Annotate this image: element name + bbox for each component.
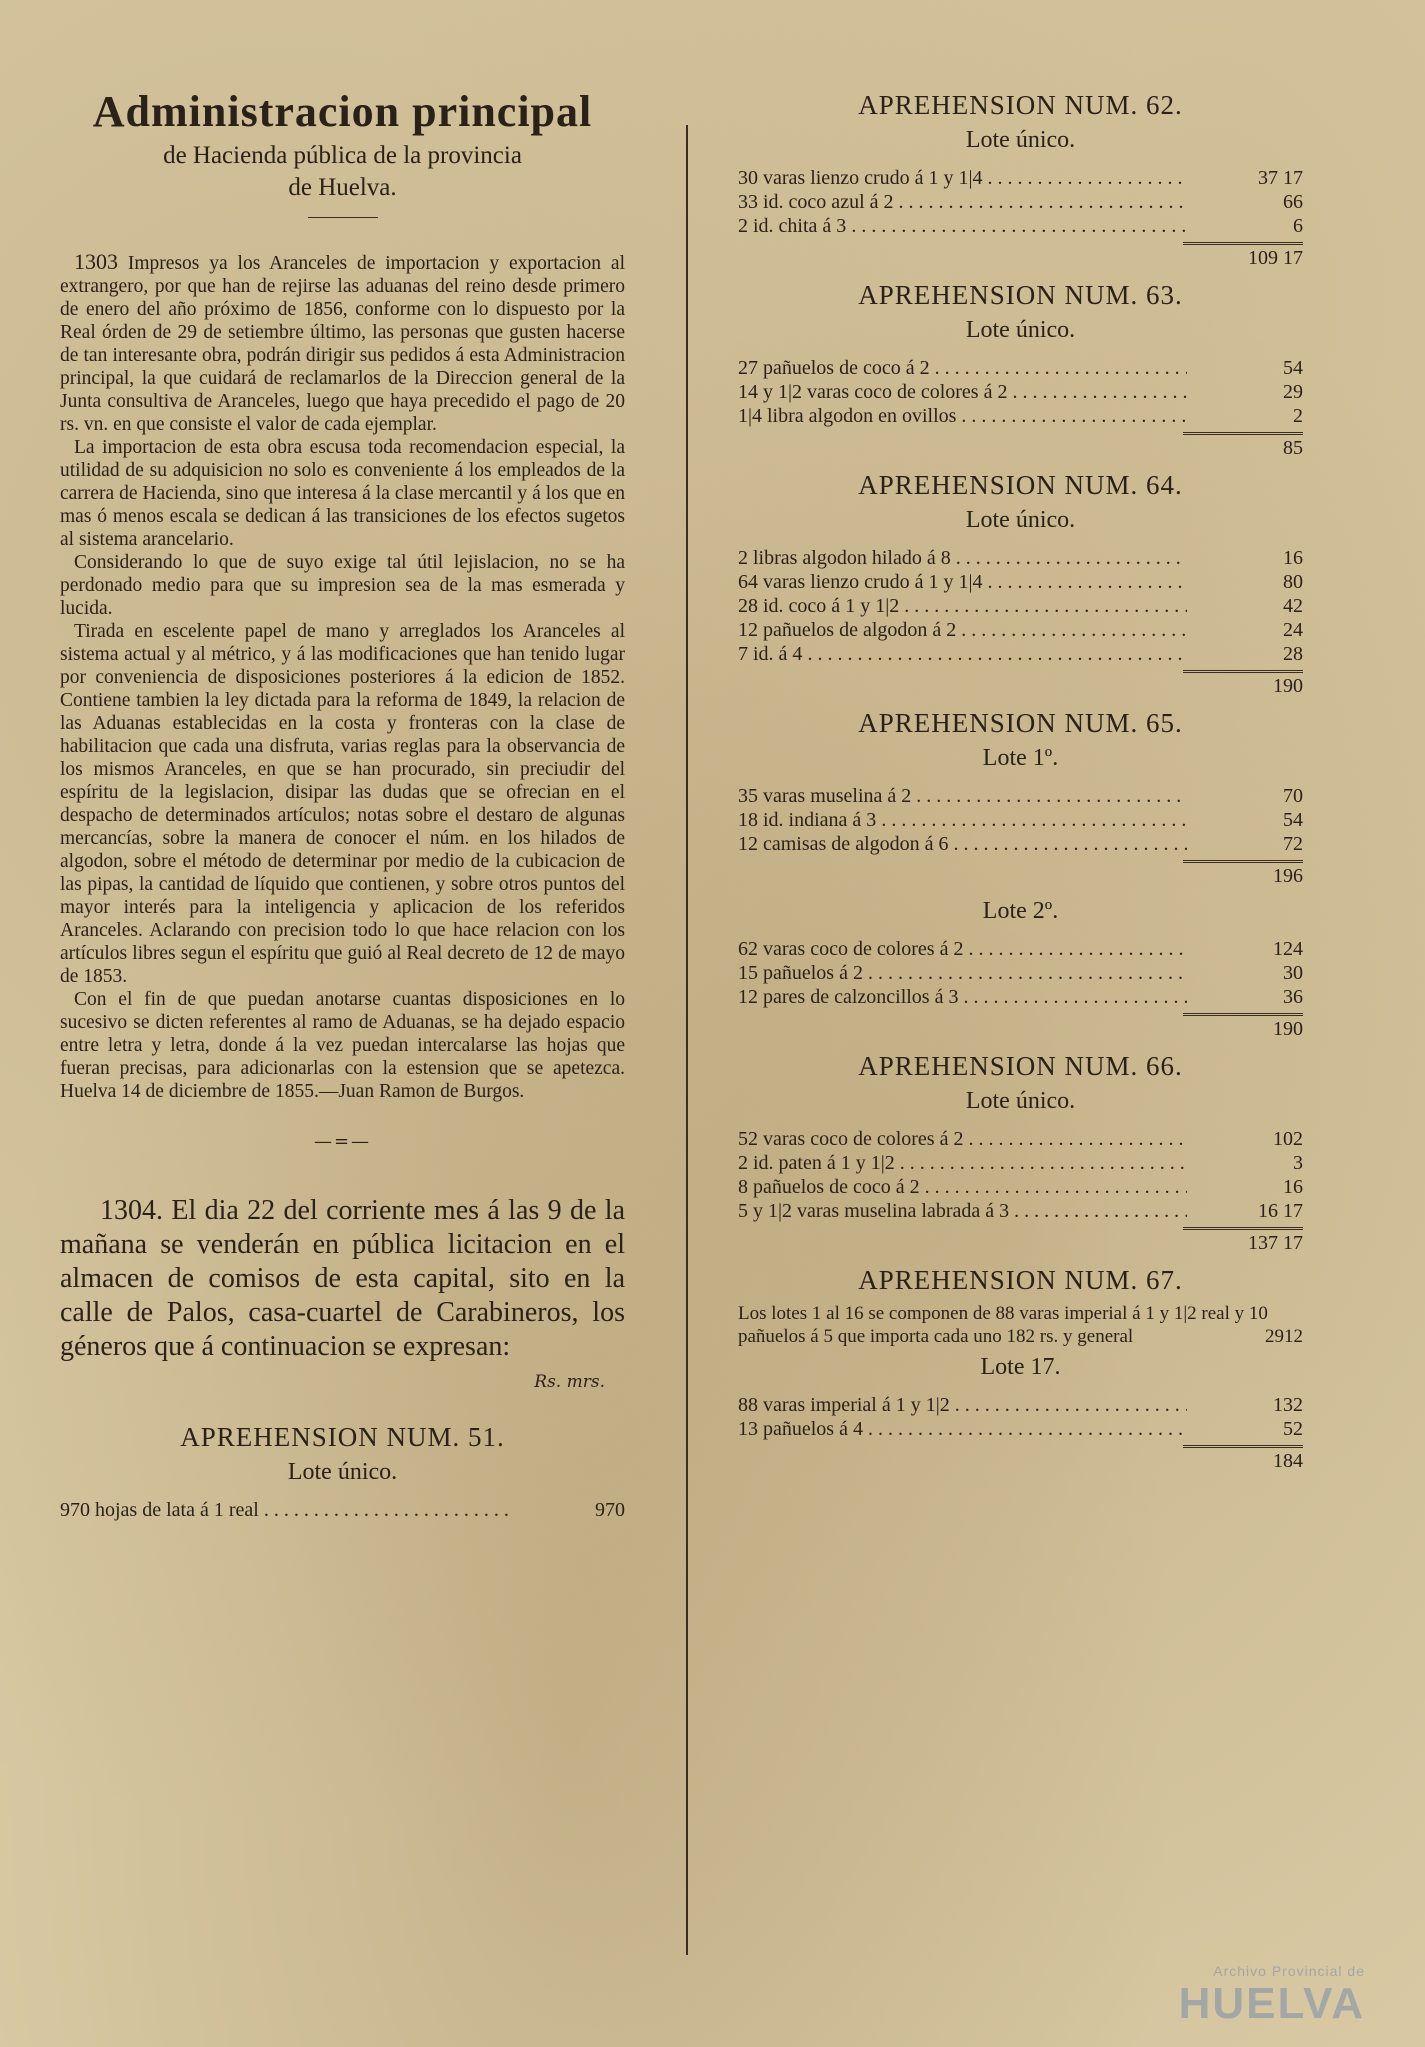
notice-paragraph: 1303 Impresos ya los Aranceles de importacion y exportacion al extrangero, por que han de rejirse las aduanas del reino desde primero de enero del año próximo de 1856, conforme con lo dispuesto por la Real órden de 29 de setiembre último, las personas que gusten hacerse de tan interesante obra, podrán dirigir sus pedidos á esta Administracion principal, la que cuidará de reclamarlos de la Direccion general de la Junta consultiva de Aranceles, luego que haya precedido el pago de 20 rs. vn. en que consiste el valor de cada ejemplar. <box>60 248 625 435</box>
aprehension-block <box>738 1265 1303 1473</box>
lot-heading: Lote único. <box>965 317 1076 343</box>
archive-watermark <box>1179 1963 1365 2029</box>
list-item <box>738 380 1303 404</box>
lot-total: 196 <box>1183 860 1303 888</box>
item-description: 12 camisas de algodon á 6 . . . <box>738 832 1187 856</box>
notice-paragraph: La importacion de esta obra escusa toda recomendacion especial, la utilidad de su adquisicion no solo es conveniente á los empleados de la carrera de Hacienda, sino que interesa á la clase mercantil y á los que en mas ó menos escala se dedican á las transiciones de los efectos sugetos al sistema arancelario. <box>60 436 625 550</box>
list-item <box>738 642 1303 666</box>
aprehension-title: APREHENSION NUM. 63. <box>858 280 1183 310</box>
item-value: 42 <box>1283 595 1303 617</box>
item-description: 2 id. chita á 3 . . . <box>738 214 1187 238</box>
item-value: 16 <box>1283 547 1303 569</box>
lot-total: 190 <box>1183 670 1303 698</box>
subtitle-line-1: de Hacienda pública de la provincia <box>163 142 522 170</box>
item-description: 12 pares de calzoncillos á 3 . . . <box>738 985 1187 1009</box>
lot-total: 137 17 <box>1183 1227 1303 1255</box>
archive-name: HUELVA <box>1178 1979 1365 2028</box>
list-item <box>738 1127 1303 1151</box>
list-item <box>738 832 1303 856</box>
aprehension-title: APREHENSION NUM. 67. <box>858 1265 1183 1295</box>
item-description: 5 y 1|2 varas muselina labrada á 3 . . . <box>738 1199 1187 1223</box>
list-item <box>738 190 1303 214</box>
list-item <box>738 784 1303 808</box>
lot-heading: Lote 2º. <box>982 898 1059 924</box>
list-item <box>738 985 1303 1009</box>
item-value: 66 <box>1283 191 1303 213</box>
page-subtitle <box>60 140 625 203</box>
total-row <box>738 1445 1303 1473</box>
item-list <box>738 356 1303 428</box>
notice-paragraph: 1304. El dia 22 del corriente mes á las 9 de la mañana se venderán en pública licitacion en el almacen de comisos de esta capital, sito en la calle de Palos, casa-cuartel de Carabineros, los géneros que á continuacion se expresan: <box>60 1194 625 1362</box>
aprehensiones-left <box>60 1422 625 1522</box>
notice-number: 1304. <box>100 1194 163 1226</box>
list-item <box>738 808 1303 832</box>
total-row <box>738 670 1303 698</box>
item-value: 72 <box>1283 833 1303 855</box>
item-value: 29 <box>1283 381 1303 403</box>
item-value: 70 <box>1283 785 1303 807</box>
item-value: 16 17 <box>1258 1200 1303 1222</box>
list-item <box>738 570 1303 594</box>
archive-label: Archivo Provincial de <box>1213 1963 1365 1979</box>
subtitle-line-2: de Huelva. <box>288 173 397 201</box>
item-list <box>738 166 1303 238</box>
aprehension-text-total: 2912 <box>1265 1326 1303 1347</box>
item-list <box>738 937 1303 1009</box>
item-description: 62 varas coco de colores á 2 . . . <box>738 937 1187 961</box>
item-value: 52 <box>1283 1418 1303 1440</box>
list-item <box>738 1393 1303 1417</box>
total-row <box>738 242 1303 270</box>
item-description: 33 id. coco azul á 2 . . . <box>738 190 1187 214</box>
total-row <box>738 1227 1303 1255</box>
item-description: 8 pañuelos de coco á 2 . . . <box>738 1175 1187 1199</box>
item-value: 54 <box>1283 357 1303 379</box>
item-description: 13 pañuelos á 4 . . . <box>738 1417 1187 1441</box>
item-value: 30 <box>1283 962 1303 984</box>
item-value: 2 <box>1293 405 1303 427</box>
list-item <box>738 937 1303 961</box>
item-value: 28 <box>1283 643 1303 665</box>
item-description: 18 id. indiana á 3 . . . <box>738 808 1187 832</box>
item-description: 2 libras algodon hilado á 8 . . . <box>738 546 1187 570</box>
item-description: 2 id. paten á 1 y 1|2 . . . <box>738 1151 1187 1175</box>
item-value: 37 17 <box>1258 167 1303 189</box>
item-value: 80 <box>1283 571 1303 593</box>
aprehension-block <box>738 280 1303 460</box>
lot-total: 85 <box>1183 432 1303 460</box>
item-value: 3 <box>1293 1152 1303 1174</box>
aprehension-text <box>738 1302 1303 1348</box>
lot-total: 184 <box>1183 1445 1303 1473</box>
title-rule <box>308 217 378 218</box>
item-description: 14 y 1|2 varas coco de colores á 2 . . . <box>738 380 1187 404</box>
page-title: Administracion principal <box>92 87 593 136</box>
section-separator: —=— <box>313 1130 372 1152</box>
list-item <box>738 166 1303 190</box>
item-description: 64 varas lienzo crudo á 1 y 1|4 . . . <box>738 570 1187 594</box>
aprehension-title: APREHENSION NUM. 65. <box>858 708 1183 738</box>
notice-1303 <box>60 250 625 1103</box>
aprehension-title: APREHENSION NUM. 66. <box>858 1051 1183 1081</box>
lot-total: 190 <box>1183 1013 1303 1041</box>
lot-heading: Lote 17. <box>980 1354 1061 1380</box>
lot-total: 109 17 <box>1183 242 1303 270</box>
aprehension-title: APREHENSION NUM. 64. <box>858 470 1183 500</box>
aprehension-title: APREHENSION NUM. 51. <box>180 1421 505 1452</box>
lot-heading: Lote único. <box>965 127 1076 153</box>
lot-heading: Lote único. <box>287 1458 398 1485</box>
aprehension-block <box>738 708 1303 1041</box>
item-value: 16 <box>1283 1176 1303 1198</box>
list-item <box>60 1498 625 1522</box>
list-item <box>738 961 1303 985</box>
column-label: Rs. mrs. <box>534 1371 605 1392</box>
list-item <box>738 546 1303 570</box>
aprehension-block <box>738 90 1303 270</box>
item-value: 124 <box>1273 938 1303 960</box>
item-value: 6 <box>1293 215 1303 237</box>
item-value: 36 <box>1283 986 1303 1008</box>
item-list <box>738 1393 1303 1441</box>
aprehension-block <box>60 1422 625 1522</box>
column-divider <box>686 125 688 1955</box>
item-description: 28 id. coco á 1 y 1|2 . . . <box>738 594 1187 618</box>
list-item <box>738 356 1303 380</box>
item-value: 970 <box>595 1498 625 1521</box>
total-row <box>738 432 1303 460</box>
aprehension-text-body: Los lotes 1 al 16 se componen de 88 varas imperial á 1 y 1|2 real y 10 pañuelos á 5 que importa cada uno 182 rs. y general <box>738 1303 1268 1347</box>
total-row <box>738 860 1303 888</box>
item-value: 24 <box>1283 619 1303 641</box>
total-row <box>738 1013 1303 1041</box>
aprehension-block <box>738 470 1303 698</box>
item-description: 1|4 libra algodon en ovillos . . . <box>738 404 1187 428</box>
item-list <box>60 1498 625 1522</box>
item-list <box>738 784 1303 856</box>
item-description: 35 varas muselina á 2 . . . <box>738 784 1187 808</box>
notice-1304 <box>60 1194 625 1392</box>
aprehension-title: APREHENSION NUM. 62. <box>858 90 1183 120</box>
item-description: 88 varas imperial á 1 y 1|2 . . . <box>738 1393 1187 1417</box>
lot-heading: Lote único. <box>965 1088 1076 1114</box>
item-value: 54 <box>1283 809 1303 831</box>
list-item <box>738 1199 1303 1223</box>
list-item <box>738 1151 1303 1175</box>
aprehension-block <box>738 1051 1303 1255</box>
lot-heading: Lote 1º. <box>982 745 1059 771</box>
list-item <box>738 1417 1303 1441</box>
item-value: 102 <box>1273 1128 1303 1150</box>
item-description: 30 varas lienzo crudo á 1 y 1|4 . . . <box>738 166 1187 190</box>
notice-paragraph: Considerando lo que de suyo exige tal útil lejislacion, no se ha perdonado medio para que su impresion sea de la mas esmerada y lucida. <box>60 551 625 619</box>
item-value: 132 <box>1273 1394 1303 1416</box>
item-list <box>738 546 1303 666</box>
item-description: 7 id. á 4 . . . <box>738 642 1187 666</box>
list-item <box>738 214 1303 238</box>
lot-heading: Lote único. <box>965 507 1076 533</box>
item-description: 52 varas coco de colores á 2 . . . <box>738 1127 1187 1151</box>
list-item <box>738 404 1303 428</box>
item-list <box>738 1127 1303 1223</box>
list-item <box>738 1175 1303 1199</box>
notice-paragraph: Con el fin de que puedan anotarse cuantas disposiciones en lo sucesivo se dicten referentes al ramo de Aduanas, se ha dejado espacio entre letra y letra, donde á la vez puedan intercalarse las hojas que fueran precisas, para adicionarlas con la estension que se apetezca. Huelva 14 de diciembre de 1855.—Juan Ramon de Burgos. <box>60 988 625 1102</box>
notice-paragraph: Tirada en escelente papel de mano y arreglados los Aranceles al sistema actual y al métrico, y á las modificaciones que han tenido lugar por conveniencia de disposiciones posteriores á la edicion de 1852. Contiene tambien la ley dictada para la reforma de 1849, la relacion de las Aduanas establecidas en la costa y fronteras con la clase de habilitacion que cada una disfruta, varias reglas para la observancia de los mismos Aranceles, en que se han procurado, sin preciudir del espíritu de la legislacion, disipar las dudas que se ofrecian en el despacho de determinados artículos; notas sobre el destaro de algunas mercancías, sobre la manera de conocer el núm. en los hilados de algodon, sobre el método de determinar por medio de la cubicacion de las pipas, la cantidad de líquido que contienen, y sobre otros puntos del mayor interés para la inteligencia y aplicacion de los referidos Aranceles. Aclarando con precision todo lo que hace relacion con los artículos libres segun el espíritu que guió al Real decreto de 12 de mayo de 1853. <box>60 620 625 987</box>
right-column <box>738 90 1303 1483</box>
item-description: 970 hojas de lata á 1 real . . . <box>60 1498 509 1522</box>
item-description: 27 pañuelos de coco á 2 . . . <box>738 356 1187 380</box>
item-description: 15 pañuelos á 2 . . . <box>738 961 1187 985</box>
notice-number: 1303 <box>74 248 118 274</box>
list-item <box>738 594 1303 618</box>
list-item <box>738 618 1303 642</box>
item-description: 12 pañuelos de algodon á 2 . . . <box>738 618 1187 642</box>
left-column <box>60 88 625 1522</box>
